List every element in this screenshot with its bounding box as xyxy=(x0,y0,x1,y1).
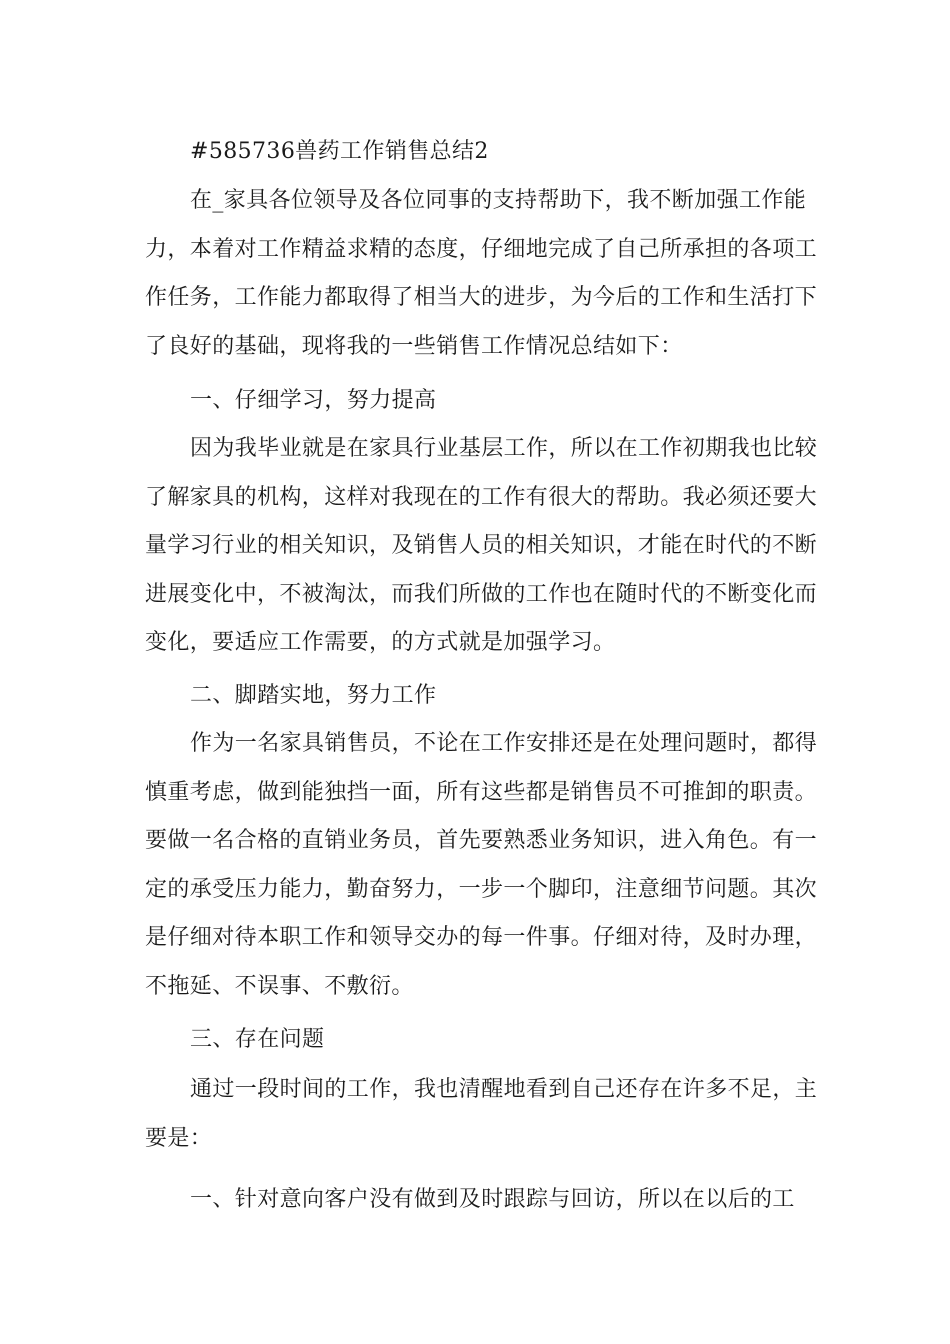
intro-paragraph: 在_家具各位领导及各位同事的支持帮助下，我不断加强工作能力，本着对工作精益求精的态度，仔细地完成了自己所承担的各项工作任务，工作能力都取得了相当大的进步，为今后的工作和生活打下了良好的基础，现将我的一些销售工作情况总结如下： xyxy=(145,188,818,359)
section-1-heading: 一、仔细学习，努力提高 xyxy=(190,388,437,413)
section-2-paragraph: 作为一名家具销售员，不论在工作安排还是在处理问题时，都得慎重考虑，做到能独挡一面，所有这些都是销售员不可推卸的职责。要做一名合格的直销业务员，首先要熟悉业务知识，进入角色。有一定的承受压力能力，勤奋努力，一步一个脚印，注意细节问题。其次是仔细对待本职工作和领导交办的每一件事。仔细对待，及时办理，不拖延、不误事、不敷衍。 xyxy=(145,731,818,999)
document-title: #585736兽药工作销售总结2 xyxy=(190,139,489,164)
item-1-paragraph: 一、针对意向客户没有做到及时跟踪与回访，所以在以后的工 xyxy=(190,1187,795,1212)
section-2-heading: 二、脚踏实地，努力工作 xyxy=(190,683,437,708)
section-1-paragraph: 因为我毕业就是在家具行业基层工作，所以在工作初期我也比较了解家具的机构，这样对我现在的工作有很大的帮助。我必须还要大量学习行业的相关知识，及销售人员的相关知识，才能在时代的不断进展变化中，不被淘汰，而我们所做的工作也在随时代的不断变化而变化，要适应工作需要，的方式就是加强学习。 xyxy=(145,436,818,655)
section-3-paragraph: 通过一段时间的工作，我也清醒地看到自己还存在许多不足，主要是： xyxy=(145,1077,818,1151)
section-3-heading: 三、存在问题 xyxy=(190,1027,325,1052)
